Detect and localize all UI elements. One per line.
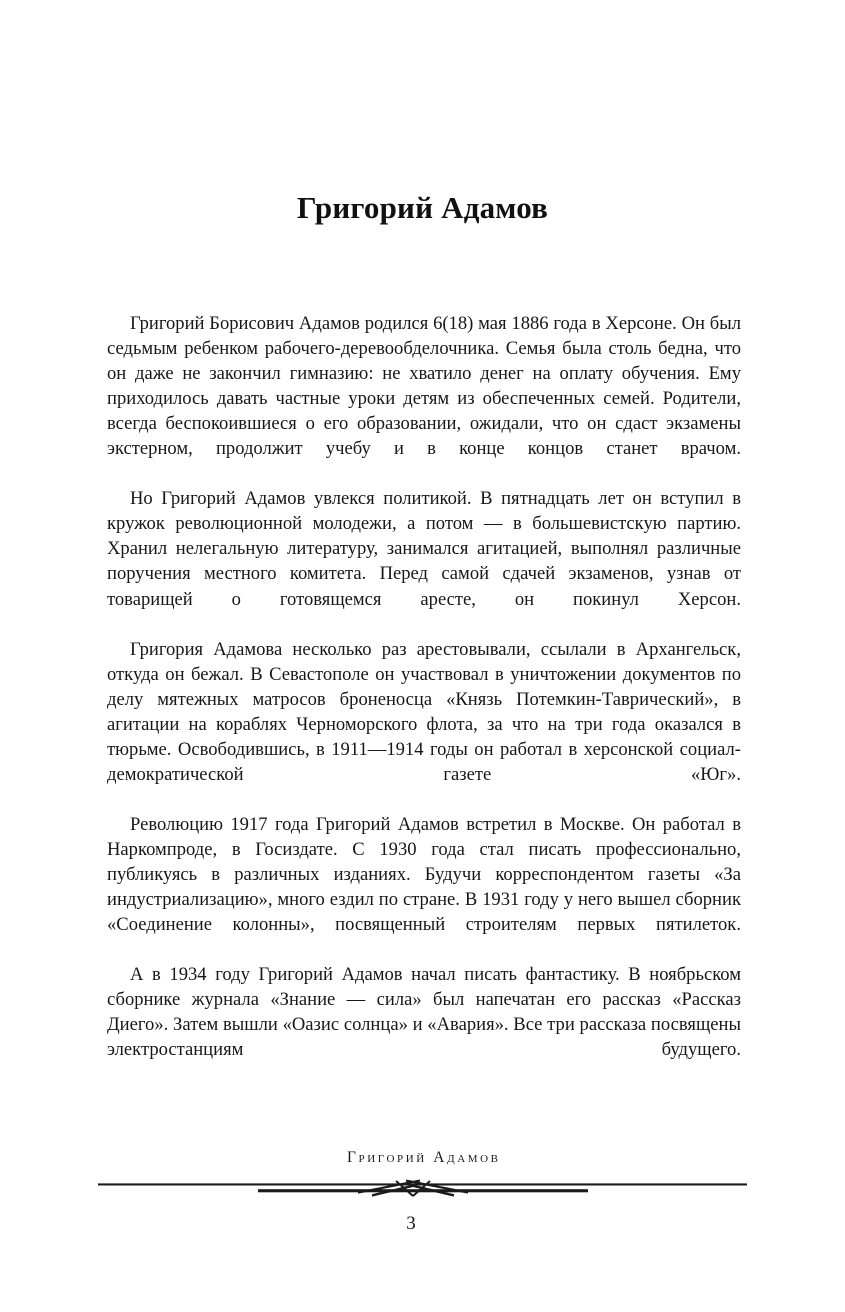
running-head: Григорий Адамов: [346, 1149, 501, 1166]
page-title: Григорий Адамов: [296, 189, 549, 225]
bowtie-rule-ornament-graphic: [0, 1175, 845, 1201]
body-text: [107, 311, 741, 1087]
bowtie-rule-ornament: [0, 1175, 845, 1201]
page-number: 3: [406, 1213, 416, 1234]
body-paragraph: Григорий Борисович Адамов родился 6(18) мая 1886 года в Херсоне. Он был седьмым ребенком рабочего-деревообделочника. Семья была столь бедна, что он даже не закончил гимназию: не хватило денег на оплату обучения. Ему приходилось давать частные уроки детям из обеспеченных семей. Родители, всегда беспокоившиеся о его образовании, ожидали, что он сдаст экзамены экстерном, продолжит учебу и в конце концов станет врачом.: [107, 313, 741, 460]
body-paragraph: А в 1934 году Григорий Адамов начал писать фантастику. В ноябрьском сборнике журнала «Знание — сила» был напечатан его рассказ «Рассказ Диего». Затем вышли «Оазис солнца» и «Авария». Все три рассказа посвящены электростанциям будущего.: [107, 964, 741, 1061]
body-paragraph: Но Григорий Адамов увлекся политикой. В пятнадцать лет он вступил в кружок революционной молодежи, а потом — в большевистскую партию. Хранил нелегальную литературу, занимался агитацией, выполнял различные поручения местного комитета. Перед самой сдачей экзаменов, узнав от товарищей о готовящемся аресте, он покинул Херсон.: [107, 488, 741, 610]
body-paragraph: Григория Адамова несколько раз арестовывали, ссылали в Архангельск, откуда он бежал. В Севастополе он участвовал в уничтожении документов по делу мятежных матросов броненосца «Князь Потемкин-Таврический», в агитации на кораблях Черноморского флота, за что на три года оказался в тюрьме. Освободившись, в 1911—1914 годы он работал в херсонской социал-демократической газете «Юг».: [107, 638, 741, 785]
body-paragraph: Революцию 1917 года Григорий Адамов встретил в Москве. Он работал в Наркомпроде, в Госиздате. С 1930 года стал писать профессионально, публикуясь в различных изданиях. Будучи корреспондентом газеты «За индустриализацию», много ездил по стране. В 1931 году у него вышел сборник «Соединение колонны», посвященный строителям первых пятилеток.: [107, 813, 741, 936]
